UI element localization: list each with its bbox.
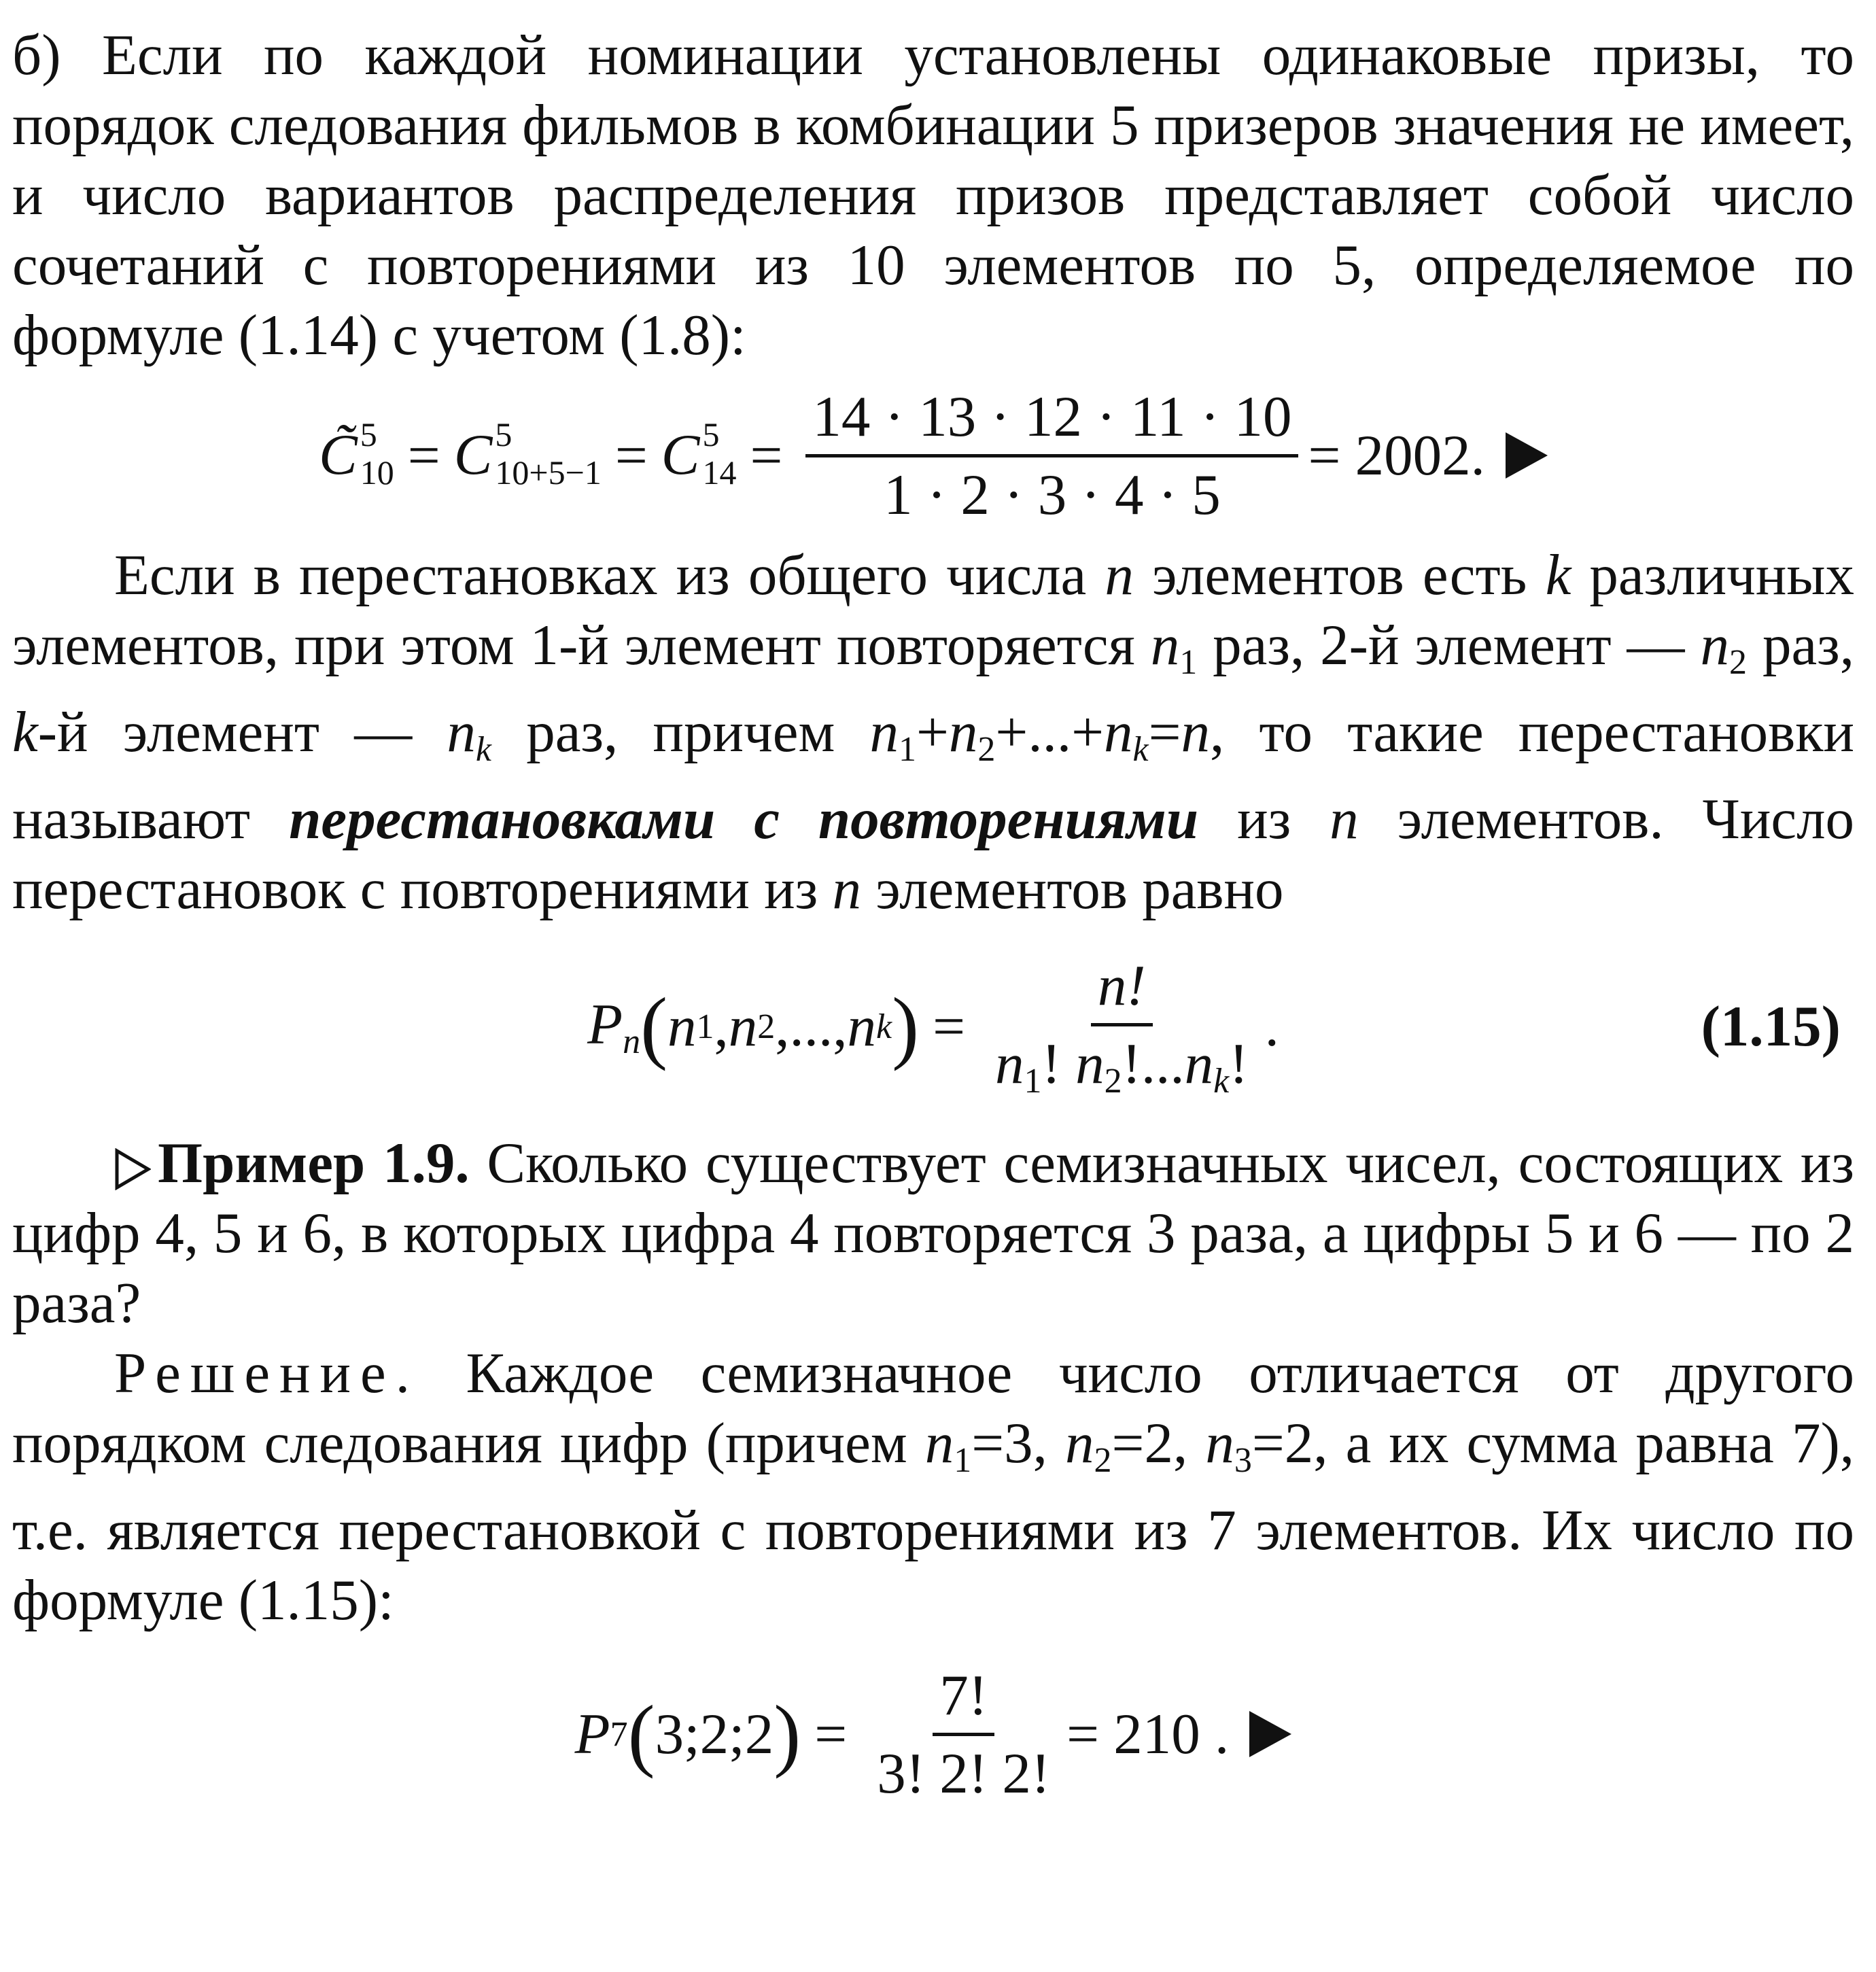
c-tilde-symbol: C̃ 5 10 (319, 415, 394, 491)
example-paragraph: Пример 1.9. Сколько существует семизначных чисел, состоящих из цифр 4, 5 и 6, в которых цифра 4 повторяется 3 раза, а цифры 5 и 6 — по 2 раза? (12, 1131, 1855, 1335)
document-page (12, 20, 1854, 1833)
fraction-1-15: $\frac{n!}{n1! n2!...nk!}$ (995, 953, 1249, 1101)
c-symbol-2: C 5 14 (661, 415, 737, 491)
fraction-p7: $\frac{7!}{3! 2! 2!}$ (877, 1663, 1051, 1805)
end-of-example-triangle-icon-2 (1249, 1711, 1291, 1757)
fraction-1: $\frac{14 \cdot 13 \cdot 12 \cdot 11 \cdot 10}{1 \cdot 2 \cdot 3 \cdot 4 \cdot 5}$ (805, 383, 1298, 528)
result-210: = 210 . (1066, 1702, 1230, 1766)
term-permutations-with-repetition: перестановками с повторениями (289, 787, 1199, 851)
formula-combinations-with-repetition: C̃ 5 10 = C 5 10+5−1 = C 5 14 = $\frac{14 \cdot 13 \cdot 12 \cdot 11 \cdot 10}{1 \cdot 2 \cdot 3 \cdot 4 \cdot 5}$ = 2002. (12, 370, 1854, 540)
c-symbol-1: C 5 10+5−1 (453, 415, 602, 491)
solution-paragraph: Решение. Каждое семизначное число отличается от другого порядком следования цифр (причем n1=3, n2=2, n3=2, а их сумма равна 7), т.е. является перестановкой с повторениями из 7 элементов. Их число по формуле (1.15): (12, 1341, 1854, 1632)
paragraph-permutations-definition: Если в перестановках из общего числа n элементов есть k различных элементов, при этом 1-й элемент повторяется n1 раз, 2-й элемент — n2 раз, k-й элемент — nk раз, причем n1+n2+...+nk=n, то такие перестановки называют перестановками с повторениями из n элементов. Число перестановок с повторениями из n элементов равно (12, 543, 1854, 921)
formula-1-15: Pn ( n 1 , n 2 ,..., n k ) = $\frac{n!}{n1! n2!...nk!}$ . (1.15) (587, 953, 1841, 1101)
formula-p7: P 7 ( 3;2;2 ) = $\frac{7!}{3! 2! 2!}$ = 210 . (12, 1636, 1854, 1833)
end-of-example-triangle-icon (1506, 432, 1548, 479)
equation-number: (1.15) (1701, 994, 1841, 1058)
example-title: Пример 1.9. (158, 1131, 470, 1195)
paragraph-combinations-note: б) Если по каждой номинации установлены одинаковые призы, то порядок следования фильмов в комбинации 5 призеров значения не имеет, и число вариантов распределения призов представляет собой число сочетаний с повторениями из 10 элементов по 5, определяемое по формуле (1.14) с учетом (1.8): (12, 23, 1854, 367)
example-start-triangle-icon (114, 1148, 151, 1190)
result-2002: = 2002. (1308, 423, 1485, 487)
solution-label: Решение. (114, 1341, 420, 1405)
